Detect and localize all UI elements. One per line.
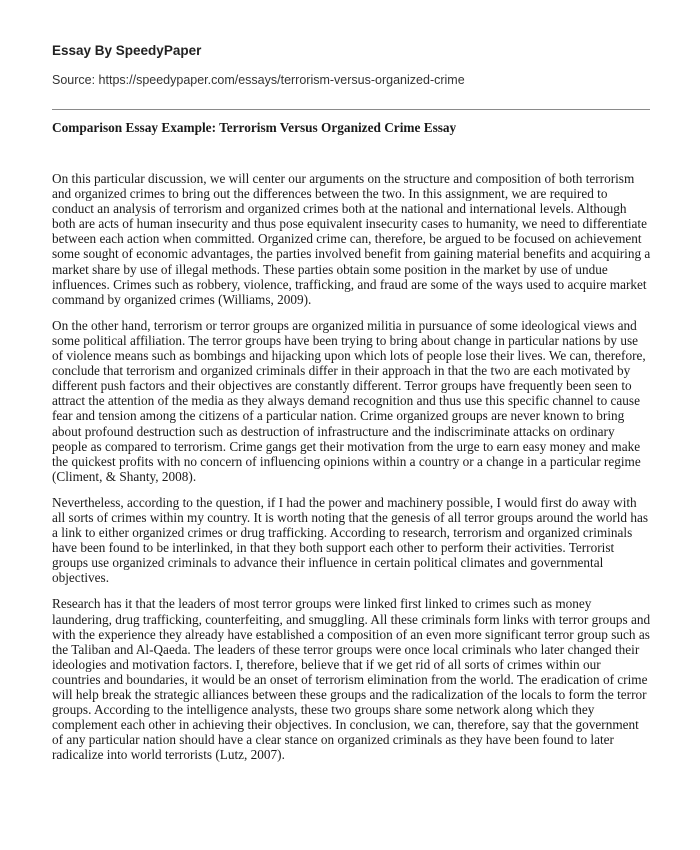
essay-paragraph: On the other hand, terrorism or terror groups are organized militia in pursuance of some ideological views and some political affiliation. The terror groups have been trying to bring about change in particular nations by use of violence means such as bombings and hijacking upon which lots of people lose their lives. We can, therefore, conclude that terrorism and organized criminals differ in their approach in that the two are each motivated by different push factors and their objectives are constantly different. Terror groups have frequently been seen to attract the attention of the media as they always demand recognition and thus use this specific channel to cause fear and tension among the citizens of a particular nation. Crime organized groups are never known to bring about profound destruction such as destruction of infrastructure and the indiscriminate attacks on ordinary people as compared to terrorism. Crime gangs get their motivation from the urge to earn easy money and make the quickest profits with no concern of influencing opinions within a country or a change in a particular regime (Climent, & Shanty, 2008). <box>52 317 646 484</box>
essay-paragraph: Nevertheless, according to the question, if I had the power and machinery possible, I would first do away with all sorts of crimes within my country. It is worth noting that the genesis of all terror groups around the world has a link to either organized crimes or drug trafficking. According to research, terrorism and organized criminals have been found to be interlinked, in that they both support each other to perform their activities. Terrorist groups use organized criminals to advance their influence in certain political climates and governmental objectives. <box>52 494 649 586</box>
header-divider <box>52 109 650 110</box>
site-title: Essay By SpeedyPaper <box>52 43 202 58</box>
essay-body <box>52 171 652 773</box>
source-line: Source: https://speedypaper.com/essays/terrorism-versus-organized-crime <box>52 73 465 87</box>
essay-paragraph: Research has it that the leaders of most terror groups were linked first linked to crimes such as money laundering, drug trafficking, counterfeiting, and smuggling. All these criminals form links with terror groups and with the experience they already have established a composition of an even more significant terror group such as the Taliban and Al-Qaeda. The leaders of these terror groups were once local criminals who later changed their ideologies and motivation factors. I, therefore, believe that if we get rid of all sorts of crimes within our countries and boundaries, it would be an onset of terrorism elimination from the world. The eradication of crime will help break the strategic alliances between these groups and the radicalization of the locals to form the terror groups. According to the intelligence analysts, these two groups share some network along which they complement each other in achieving their objectives. In conclusion, we can, therefore, say that the government of any particular nation should have a clear stance on organized criminals as they have been found to later radicalize into world terrorists (Lutz, 2007). <box>52 596 651 763</box>
essay-paragraph: On this particular discussion, we will center our arguments on the structure and composition of both terrorism and organized crimes to bring out the differences between the two. In this assignment, we are required to conduct an analysis of terrorism and organized crimes both at the national and international levels. Although both are acts of human insecurity and thus pose equivalent insecurity cases to humanity, we need to differentiate between each action when committed. Organized crime can, therefore, be argued to be focused on achievement some sought of economic advantages, the parties involved benefit from gaining material benefits and acquiring a market share by use of illegal methods. These parties obtain some position in the market by use of undue influences. Crimes such as robbery, violence, trafficking, and fraud are some of the ways used to acquire market command by organized crimes (Williams, 2009). <box>52 171 651 307</box>
essay-title: Comparison Essay Example: Terrorism Versus Organized Crime Essay <box>52 120 457 135</box>
